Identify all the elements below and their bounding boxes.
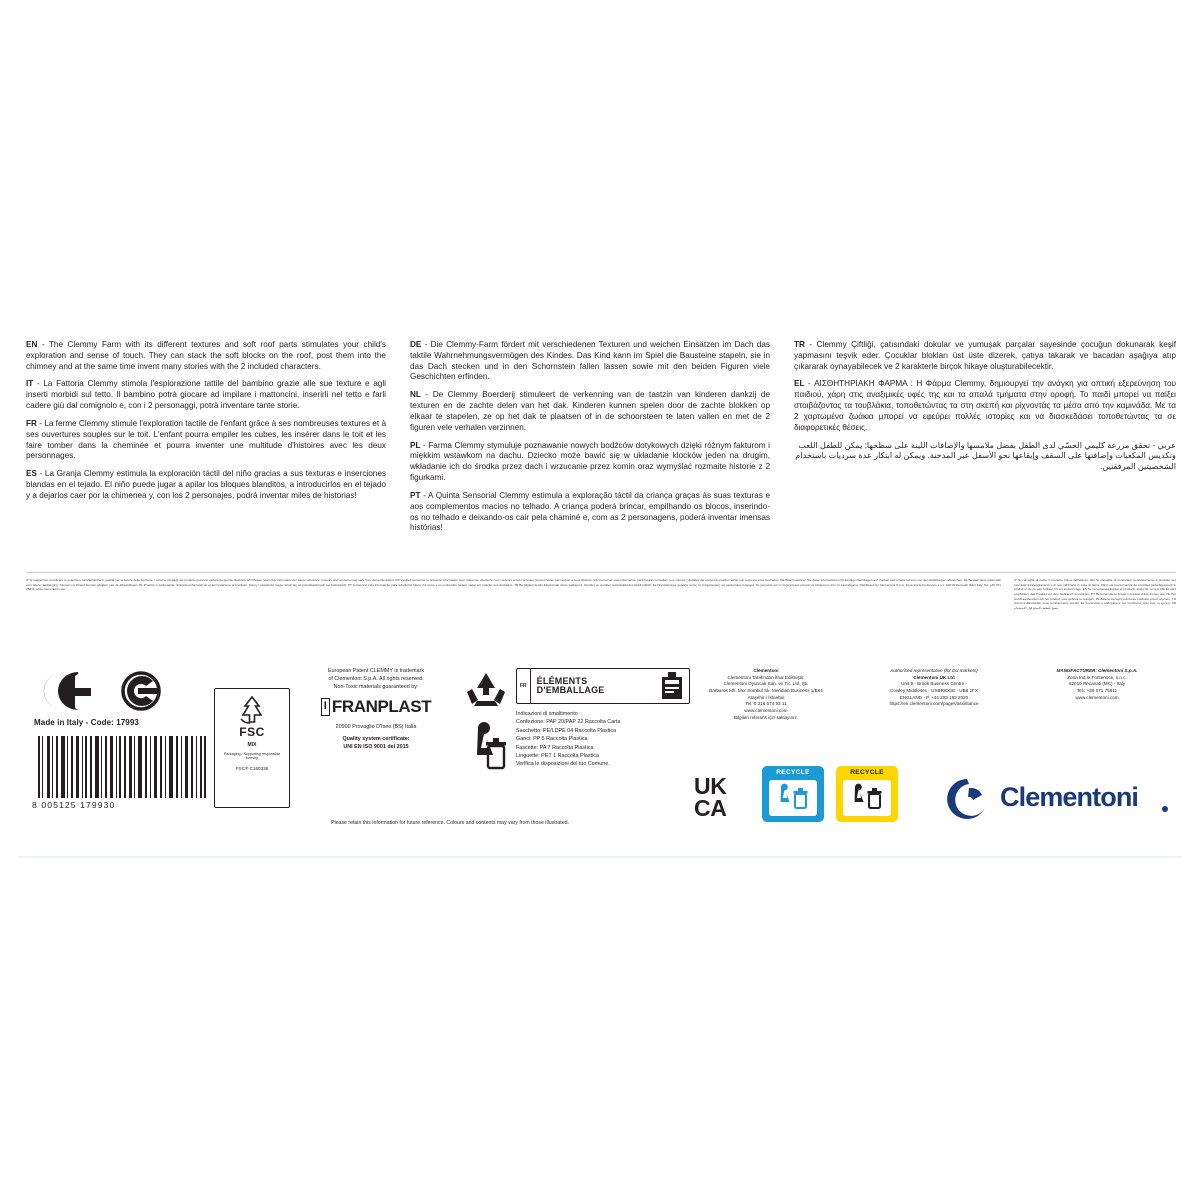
description-en [26, 340, 386, 372]
description-column-left [26, 340, 386, 509]
manufacturer-line-2: Tel.: +39 071 75811 [1076, 687, 1118, 693]
manufacturer-title: MANUFACTURER: Clementoni S.p.A. [1056, 668, 1138, 673]
made-in-code: Made in Italy - Code: 17993 [34, 718, 139, 727]
packaging-item-3: Fascette: PA 7 Raccolta Plastica [516, 744, 594, 751]
address-turkey-line-0: Clementoni Tarafından İthal Edilmiştir. [727, 674, 805, 680]
description-it [26, 379, 386, 411]
description-text-tr: - Clemmy Çiftliği, çatısındaki dokular ve yumuşak parçalar sayesinde çocuğun dokunarak keşif yapmasını teşvik eder. Çocuklar blokları üst üste dizerek, çatıya takarak ve bacadan aşağıya atıp çıkararak oynayabilecek ve 2 karakterle birçok hikaye oluşturabilecektir. [794, 340, 1176, 371]
quality-line-2: UNI EN ISO 9001 del 2015 [343, 744, 409, 751]
ukca-mark: UK CA [694, 773, 727, 821]
lang-code-en: EN [26, 340, 38, 349]
recycle-person-bin-icon [769, 780, 817, 816]
description-es [26, 469, 386, 501]
quality-line-1: Quality system certificate: [342, 735, 410, 742]
lang-code-el: EL [794, 379, 805, 389]
clementoni-wordmark: Clementoni [1000, 782, 1139, 812]
description-text-ar: عربي - تحقق مزرعة كليمي الحسّي لدى الطفل بفضل ملامسها والإضافات اللينة على سطحها; يمكن للطفل اللعب وتكديس المكعبات وإضافتها على السقف وإيقاعها نحو الأسفل عبر المدخنة. ويمكن له ابتكار عدة سرديات باستخدام الشخصيتين المرفقتين. [795, 440, 1176, 472]
multilingual-description-block [18, 336, 1182, 572]
fsc-code: FSC® C160338 [235, 765, 269, 771]
fineprint-main: IT Si suggerisce di indicare le quantità e caratteristiche in qualità per la lettura della funzione. I colori e i dettagli del prodotto possono variare da quanto illustrato. EN Please retain this information for future reference. Colours and contents may vary from those illustrated. FR Veuillez conserver la présente information pour référence ultérieure. Les couleurs et les contenus peuvent varier par rapport à ceux illustrés. ES Conservar esta información para futuras consultas. Los colores y detalles del contenido pueden variar con respecto a los ilustrados. DE Bitte bewahren Sie diese Informationen für künftige Nachfragen auf. Farben und Inhalte können von den Abbildungen abweichen. NL Bewaar deze informatie voor latere raadpleging. Kleuren en inhoud kunnen afwijken van de afbeeldingen. PL Prosimy o zachowanie niniejszej informacji do wykorzystania w przyszłości. Kolory i zawartość mogą różnić się od przedstawionych na ilustracjach. PT Conservar esta informação para referência futura. As cores e os conteúdos podem variar em relação aos ilustrados. TR Bu bilgileri ileride başvurmak üzere saklayınız. Renkler ve içerikler resimdekilerden farklı olabilir. EL Παρακαλούμε φυλάξτε αυτές τις πληροφορίες για μελλοντική αναφορά. Τα χρώματα και τα περιεχόμενα μπορεί να διαφέρουν από τα εικονιζόμενα. Distributed by Clementoni S.p.A. Zona Ind.le Fontenoce s.n.c. 62019 Recanati (MC) Italy. Tel. +39 071 75811. www.clementoni.com. [26, 578, 1001, 592]
manufacturer-line-0: Zona Ind.le Fontenoce, s.n.c. [1067, 674, 1127, 680]
recycle-badge-blue [762, 766, 824, 822]
description-tr [794, 340, 1176, 372]
franplast-block [300, 668, 452, 751]
address-uk-rep [854, 668, 1014, 708]
franplast-wordmark: FRANPLAST [331, 697, 432, 717]
address-uk-line-1: Unit 9 - Brook Business Centre - [901, 681, 967, 687]
clementoni-logo [938, 774, 1174, 822]
address-uk-line-4: https://en.clementoni.com/pages/assistance [889, 701, 979, 707]
franplast-i-mark: I [321, 698, 330, 716]
recycling-mobius-icon [464, 670, 508, 710]
packaging-item-2: Ganci: PP 5 Raccolta Plastica [516, 736, 588, 743]
packaging-title: ÉLÉMENTS D'EMBALLAGE [536, 675, 605, 695]
description-text-de: - Die Clemmy-Farm fördert mit verschiedenen Texturen und weichen Einsätzen im Dach das taktile Wahrnehmungsvermögen des Kindes. Das Kind kann im Spiel die Bausteine stapeln, sie in das Dach stecken und in den Schornstein fallen lassen sowie mit den beiden Figuren viele Geschichten erfinden. [410, 340, 770, 382]
divider [26, 572, 1176, 573]
bottom-info-zone [18, 666, 1182, 856]
clementoni-dot [1162, 806, 1168, 812]
address-uk-title: Authorised representative (for EU markets) [890, 668, 978, 673]
packaging-item-5: Verifica le disposizioni del tuo Comune. [516, 761, 610, 768]
packaging-item-1: Sacchetto: PE/LDPE 04 Raccolta Plastica [516, 727, 617, 734]
description-fr [26, 419, 386, 462]
franplast-address: 20900 Provaglio D'Iseo (BS) Italia [335, 724, 417, 731]
fsc-tree-icon [239, 696, 265, 724]
panel-edge [18, 856, 1182, 858]
address-turkey-line-4: Tel: 0 216 574 93 11 [745, 701, 787, 707]
fsc-wordmark: FSC [239, 725, 265, 739]
address-turkey-line-3: Ataşehir / İstanbul [747, 694, 785, 700]
barcode-bars [38, 736, 206, 798]
description-text-nl: - De Clemmy Boerderij stimuleert de verkenning van de tastzin van kinderen dankzij de texturen en de zachte delen van het dak. Kinderen kunnen spelen door de zachte blokken op elkaar te stapelen, ze op het dak te plaatsen of in de schoorsteen te laten vallen en met de 2 figuren vele verhalen verzinnen. [410, 390, 771, 432]
address-turkey-line-1: Clementoni Oyuncak San. ve Tic. Ltd. Şti. [723, 681, 809, 687]
packaging-lang-tag: FR [517, 669, 531, 703]
franplast-logo [300, 695, 452, 720]
lang-code-fr: FR [26, 418, 37, 428]
lang-code-pl: PL [410, 440, 421, 450]
packaging-item-4: Linguette: PET 1 Raccolta Plastica [516, 752, 599, 759]
address-turkey-line-5: www.clementoni.com [744, 707, 788, 713]
description-ar [794, 441, 1176, 473]
description-text-en: - The Clemmy Farm with its different textures and soft roof parts stimulates your child's exploration and sense of touch. They can stack the soft blocks on the roof, post them into the chimney and at the same time invent many stories with the 2 included characters. [26, 340, 386, 371]
description-el [794, 379, 1176, 433]
lang-code-it: IT [26, 379, 34, 389]
description-pl [410, 441, 770, 484]
retain-notice: Please retain this information for future reference. Colours and contents may vary from those illustrated. [331, 820, 569, 826]
legal-fineprint-block [26, 578, 1176, 656]
recycle-blue-plate [769, 780, 817, 816]
address-turkey-title: Clementoni [753, 668, 779, 673]
description-text-pt: - A Quinta Sensorial Clemmy estimula a exploração táctil da criança graças às suas texturas e aos complementos macios no telhado. A criança poderá brincar, empilhando os blocos, inserindo-os no telhado e deixando-os cair pela chaminé e, com as 2 personagens, poderá inventar imensas histórias! [410, 490, 770, 533]
packaging-box-icon [659, 671, 685, 701]
fsc-mix-label: MIX [247, 742, 257, 748]
description-column-right [794, 340, 1176, 480]
recycle-badge-yellow [836, 766, 898, 822]
recycle-yellow-label: RECYCLE [850, 769, 884, 776]
fsc-subtitle: Packaging / Supporting responsible forestry [223, 752, 281, 761]
address-turkey-line-2: Barbaros Mh. Mor Sümbül Sk. Meridian Business 1/B64 [709, 687, 823, 693]
waste-bin-icon [464, 720, 508, 776]
address-uk-line-0: Clementoni UK Ltd [913, 674, 955, 680]
description-pt [410, 491, 770, 534]
packaging-intro: Indicazioni di smaltimento [516, 711, 578, 717]
description-text-fr: - La ferme Clemmy stimule l'exploration tactile de l'enfant grâce à ses nombreuses textures et à ses ouvertures souples sur le toit. L'enfant pourra empiler les cubes, les insérer dans le toit et les faire tomber dans la cheminée et pourra inventer une multitude d'histoires avec les deux personnages. [26, 418, 386, 461]
label-sheet [18, 336, 1182, 856]
ce-mark-icon [34, 668, 204, 714]
packaging-disposal-list [516, 710, 692, 769]
address-uk-line-3: ENGLAND - P. +44 203 183 2020 [899, 694, 969, 700]
address-turkey [690, 668, 842, 721]
barcode-number: 8 005125 179930 [32, 800, 116, 810]
address-manufacturer [1022, 668, 1172, 701]
description-nl [410, 390, 770, 433]
quality-certificate [300, 735, 452, 751]
barcode [32, 736, 210, 818]
description-text-pl: - Farma Clemmy stymuluje poznawanie nowych bodźców dotykowych dzięki różnym fakturom i miękkim wstawkom na dachu. Dziecko może bawić się w układanie klocków jeden na drugim, wkładanie ich do środka przez dach i wrzucanie przez komin oraz wymyślać rozmaite historie z 2 figurkami. [410, 440, 770, 483]
lang-code-de: DE [410, 340, 422, 349]
lang-code-tr: TR [794, 340, 805, 349]
patent-line-2: of Clementoni S.p.A. All rights reserved. [328, 675, 424, 682]
fineprint-side: IT Si consiglia di polire il prodotto prima dell'utilizzo. EN Si consiglia di controllare periodicamente il prodotto per eventuali danneggiamenti e di non utilizzarlo in caso di danni. FR Il est recommandé de contrôler périodiquement le produit et de ne pas l'utiliser s'il est endommagé. ES Se recomienda limpiar el producto antes de su uso. DE Es wird empfohlen, das Produkt vor dem Gebrauch zu reinigen. PT Recomenda-se limpar o produto antes do seu uso. NL Het wordt aanbevolen om het product voor gebruik te reinigen. PL Zaleca się wyczyszczenie produktu przed użyciem. TR Ürünü kullanmadan önce temizlemeniz önerilir. EL Συνιστάται ο καθαρισμός του προϊόντος πριν από τη χρήση. AR ينصح بتنظيف المنتج قبل الاستخدام. [1014, 578, 1176, 610]
recycle-yellow-plate [843, 780, 891, 816]
certification-marks [34, 668, 204, 714]
description-text-it: - La Fattoria Clemmy stimola l'esplorazione tattile del bambino grazie alle sue texture e agli inserti morbidi sul tetto. Il bambino potrà giocare ad impilare i mattoncini, inserirli nel tetto e farli cadere giù dal comignolo e, con i 2 personaggi, potrà inventare tante storie. [26, 379, 386, 411]
lang-code-es: ES [26, 469, 37, 479]
description-de [410, 340, 770, 383]
description-column-middle [410, 340, 770, 541]
recycle-blue-label: RECYCLE [776, 769, 810, 776]
manufacturer-line-1: 62019 Recanati (MC) - Italy [1068, 681, 1126, 687]
lang-code-pt: PT [410, 490, 421, 500]
address-turkey-line-6: Bilgileri referans için saklayınız. [733, 714, 799, 720]
address-uk-line-2: Cowley Middlesex - UXBRIDGE - UB8 2FX [890, 687, 978, 693]
fsc-certification-box [214, 688, 290, 808]
non-toxic-line: Non-Toxic materials guaranteed by: [333, 683, 419, 690]
description-text-es: - La Granja Clemmy estimula la exploración táctil del niño gracias a sus texturas e inserciones blandas en el tejado. El niño puede jugar a apilar los bloques blanditos, a introducirlos en el tejado y a dejarlos caer por la chimenea y, con los 2 personajes, podrá inventar miles de historias! [26, 469, 386, 500]
manufacturer-line-3: www.clementoni.com [1075, 694, 1119, 700]
packaging-elements-header [516, 668, 690, 704]
packaging-item-0: Confezione: PAP 20/PAP 22 Raccolta Carta [516, 719, 621, 726]
clementoni-swirl-icon [940, 776, 994, 822]
recycle-person-bin-icon-2 [843, 780, 891, 816]
patent-line-1: European Patent CLEMMY is trademark [327, 668, 425, 674]
description-text-el: - ΑΙΣΘΗΤΗΡΙΑΚΗ ΦΑΡΜΑ : Η Φάρμα Clemmy, δημιουργεί την ανάγκη για οπτική εξερεύνηση του παιδιού, χάρη στις αναξιμικές υφές της και τα απαλά τμήματα στην οροφή. Το παιδί μπορεί να παίξει στοιβάζοντας τα τουβλάκια, τοποθετώντας τα στη σκεπή και ρίχνοντάς τα μέσα από την καμινάδα. Με τα 2 χαρτωμένα ζωάκια μπορεί να εφεύρει πολλές ιστορίες και να διασκεδάσει τοποθετώντας τα σε διαφορετικές θέσεις. [794, 379, 1176, 432]
lang-code-nl: NL [410, 390, 421, 400]
